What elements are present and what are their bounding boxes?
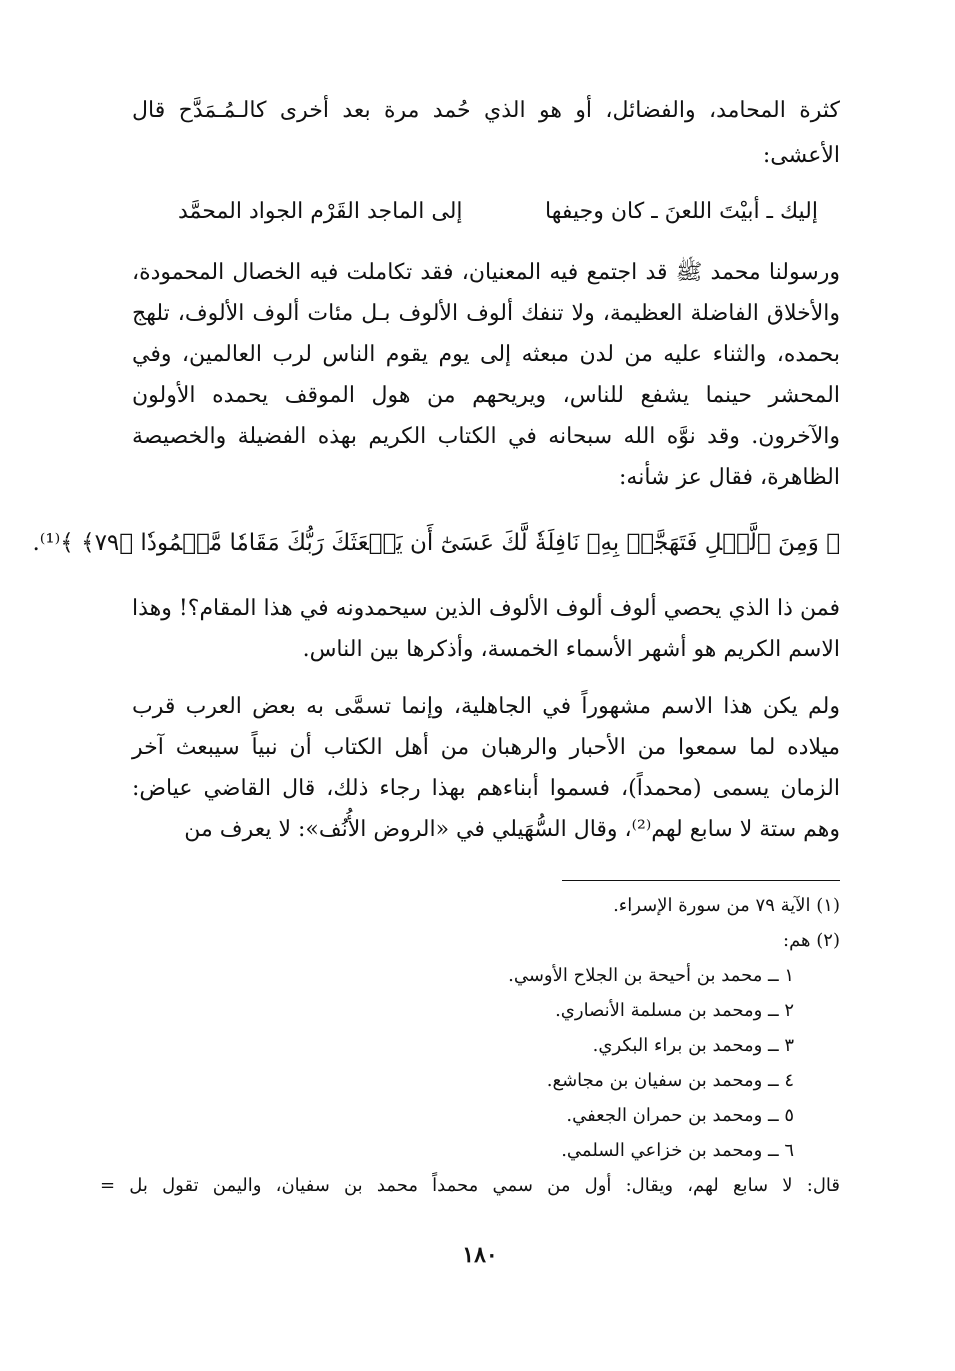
paragraph-naming: ولم يكن هذا الاسم مشهوراً في الجاهلية، وإنما تسمَّى به بعض العرب قرب ميلاده لما سمعوا من الأحبار والرهبان من أهل الكتاب أن نبياً سيبعث آخر الزمان يسمى (محمداً)، فسموا أبناءهم بهذا رجاء ذلك، قال القاضي عياض: وهم ستة لا سابع لهم⁽²⁾، وقال السُّهَيلي في «الروض الأُنُف»: لا يعرف من <box>132 694 840 842</box>
footnote-separator <box>562 880 840 881</box>
footnote-name-item: ٦ ــ ومحمد بن خزاعي السلمي. <box>561 1140 794 1161</box>
footnote-name-item: ٣ ــ ومحمد بن براء البكري. <box>592 1035 794 1056</box>
poetry-verse <box>178 192 818 232</box>
paragraph-intro: كثرة المحامد، والفضائل، أو هو الذي حُمد مرة بعد أخرى كالـمُـمَدَّح قال الأعشى: <box>132 98 840 168</box>
page-number: ١٨٠ <box>462 1242 498 1268</box>
footnote-2-intro: (٢) هم: <box>783 930 840 951</box>
footnote-1: (١) الآية ٧٩ من سورة الإسراء. <box>613 895 840 916</box>
footnote-continuation: قال: لا سابع لهم، ويقال: أول من سمي محمداً محمد بن سفيان، واليمن تقول بل = <box>100 1175 840 1196</box>
paragraph-praise: فمن ذا الذي يحصي ألوف ألوف الألوف الذين سيحمدونه في هذا المقام؟! وهذا الاسم الكريم هو أشهر الأسماء الخمسة، وأذكرها بين الناس. <box>132 596 840 662</box>
quran-ayah: ﴿ وَمِنَ ٱلَّيۡلِ فَتَهَجَّدۡ بِهِۦ نَافِلَةٗ لَّكَ عَسَىٰٓ أَن يَبۡعَثَكَ رَبُّكَ مَقَامٗا مَّحۡمُودٗا ﴿٧٩﴾ ﴾⁽¹⁾. <box>32 530 840 556</box>
footnote-name-item: ٥ ــ ومحمد بن حمران الجعفي. <box>566 1105 794 1126</box>
paragraph-prophet: ورسولنا محمد ﷺ قد اجتمع فيه المعنيان، فقد تكاملت فيه الخصال المحمودة، والأخلاق الفاضلة العظيمة، ولا تنفك ألوف الألوف بـل مئات ألوف الألوف، تلهج بحمده، والثناء عليه من لدن مبعثه إلى يوم يقوم الناس لرب العالمين، وفي المحشر حينما يشفع للناس، ويريحهم من هول الموقف يحمده الأولون والآخرون. وقد نوَّه الله سبحانه في الكتاب الكريم بهذه الفضيلة والخصيصة الظاهرة، فقال عز شأنه: <box>132 260 840 490</box>
footnote-name-item: ٤ ــ ومحمد بن سفيان بن مجاشع. <box>546 1070 794 1091</box>
footnote-name-item: ١ ــ محمد بن أحيحة بن الجلاح الأوسي. <box>508 965 794 986</box>
verse-hemistich-second: إلى الماجد القَرْم الجواد المحمَّد <box>178 199 463 224</box>
footnotes <box>100 888 840 1203</box>
footnote-name-item: ٢ ــ ومحمد بن مسلمة الأنصاري. <box>555 1000 794 1021</box>
verse-hemistich-first: إليك ـ أبيْتَ اللعنَ ـ كان وجيفها <box>545 199 818 224</box>
